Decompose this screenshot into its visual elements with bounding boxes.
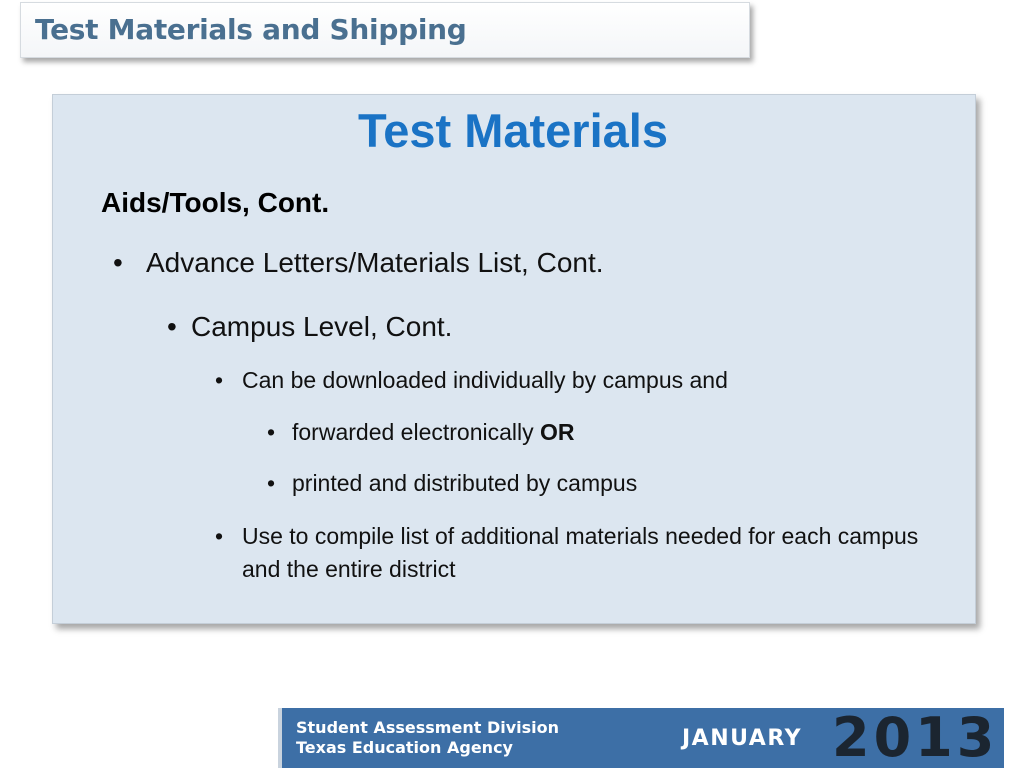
bullet-dot: • [215,367,224,393]
footer-year: 2013 [832,706,999,768]
bullet-text-wrapper [292,419,575,446]
bullet-text: Use to compile list of additional materials needed for each campus and the entire district [242,523,919,582]
footer-org-line2: Texas Education Agency [296,738,513,757]
bullet-dot: • [113,247,123,278]
header-banner [20,2,750,58]
bullet-dot: • [267,419,276,445]
bullet-text: Campus Level, Cont. [191,311,453,342]
footer-org-line1: Student Assessment Division [296,718,560,737]
footer-banner [278,708,1004,768]
footer-organization [296,718,559,758]
slide-title: Test Materials [358,104,668,157]
bullet-text: Can be downloaded individually by campus and [242,367,728,393]
bullet-dot: • [167,311,177,342]
bullet-text: forwarded electronically [292,419,541,445]
section-heading: Aids/Tools, Cont. [101,187,330,218]
bullet-dot: • [267,470,276,496]
bullet-emphasis: OR [540,419,575,445]
bullet-text: Advance Letters/Materials List, Cont. [146,247,604,278]
bullet-dot: • [215,523,224,549]
footer-month: JANUARY [682,726,803,751]
header-title: Test Materials and Shipping [35,13,467,46]
bullet-text: printed and distributed by campus [292,470,638,496]
content-card [52,94,976,624]
